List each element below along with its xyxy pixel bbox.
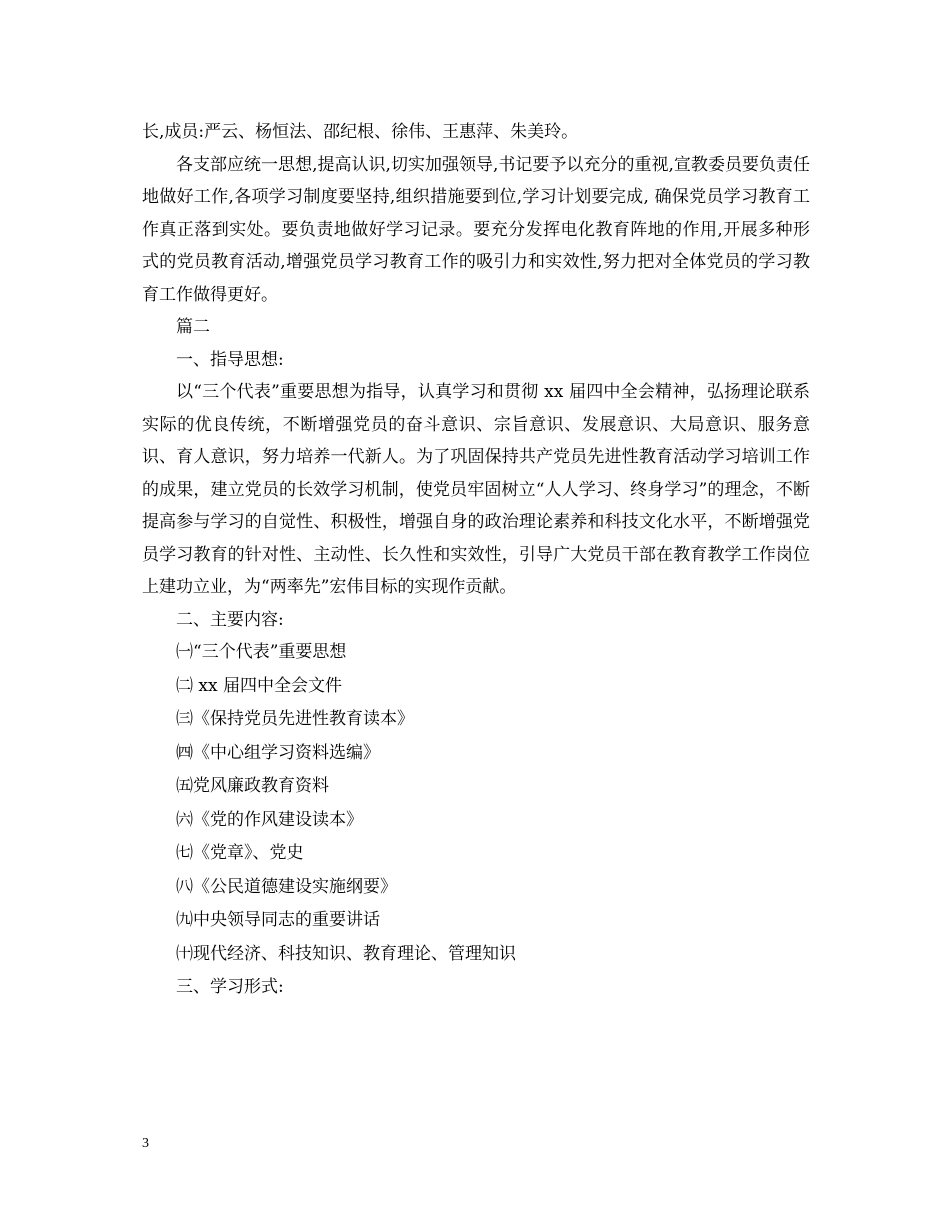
list-item: ㈥《党的作风建设读本》	[176, 809, 363, 830]
list-item: ㈠“三个代表”重要思想	[176, 642, 347, 662]
list-item: ㈣《中心组学习资料选编》	[176, 742, 380, 763]
paragraph-guiding-ideology: 以“三个代表”重要思想为指导，认真学习和贯彻 xx 届四中全会精神，弘扬理论联系实际的优良传统，不断增强党员的奋斗意识、宗旨意识、发展意识、大局意识、服务意识、育人意识，努力培养一代新人。为了巩固保持共产党员先进性教育活动学习培训工作的成果，建立党员的长效学习机制，使党员牢固树立“人人学习、终身学习”的理念，不断提高参与学习的自觉性、积极性，增强自身的政治理论素养和科技文化水平，不断增强党员学习教育的针对性、主动性、长久性和实效性，引导广大党员干部在教育教学工作岗位上建功立业，为“两率先”宏伟目标的实现作贡献。	[142, 382, 810, 597]
list-item: ㈩现代经济、科技知识、教育理论、管理知识	[176, 943, 516, 964]
list-item: ㈢《保持党员先进性教育读本》	[176, 709, 414, 729]
section-heading-part-two: 篇二	[176, 317, 210, 337]
list-item: ㈦《党章》、党史	[176, 843, 304, 863]
page-number: 3	[142, 1136, 149, 1151]
paragraph-branch-requirements: 各支部应统一思想,提高认识,切实加强领导,书记要予以充分的重视,宣教委员要负责任地做好工作,各项学习制度要坚持,组织措施要到位,学习计划要完成, 确保党员学习教育工作真正落到实处。要负责地做好学习记录。要充分发挥电化教育阵地的作用,开展多种形式的党员教育活动,增强党员学习教育工作的吸引力和实效性,努力把对全体党员的学习教育工作做得更好。	[142, 154, 810, 305]
list-item: ㈡ xx 届四中全会文件	[176, 675, 342, 696]
heading-study-format: 三、学习形式:	[176, 977, 284, 997]
document-body	[142, 116, 810, 1004]
list-item: ㈧《公民道德建设实施纲要》	[176, 876, 397, 897]
list-item: ㈨中央领导同志的重要讲话	[176, 910, 380, 930]
content-list	[142, 636, 810, 971]
heading-main-content: 二、主要内容:	[176, 609, 284, 630]
paragraph-members: 长,成员:严云、杨恒法、邵纪根、徐伟、王惠萍、朱美玲。	[142, 122, 579, 142]
heading-guiding-ideology: 一、指导思想:	[176, 349, 284, 370]
list-item: ㈤党风廉政教育资料	[176, 776, 329, 796]
